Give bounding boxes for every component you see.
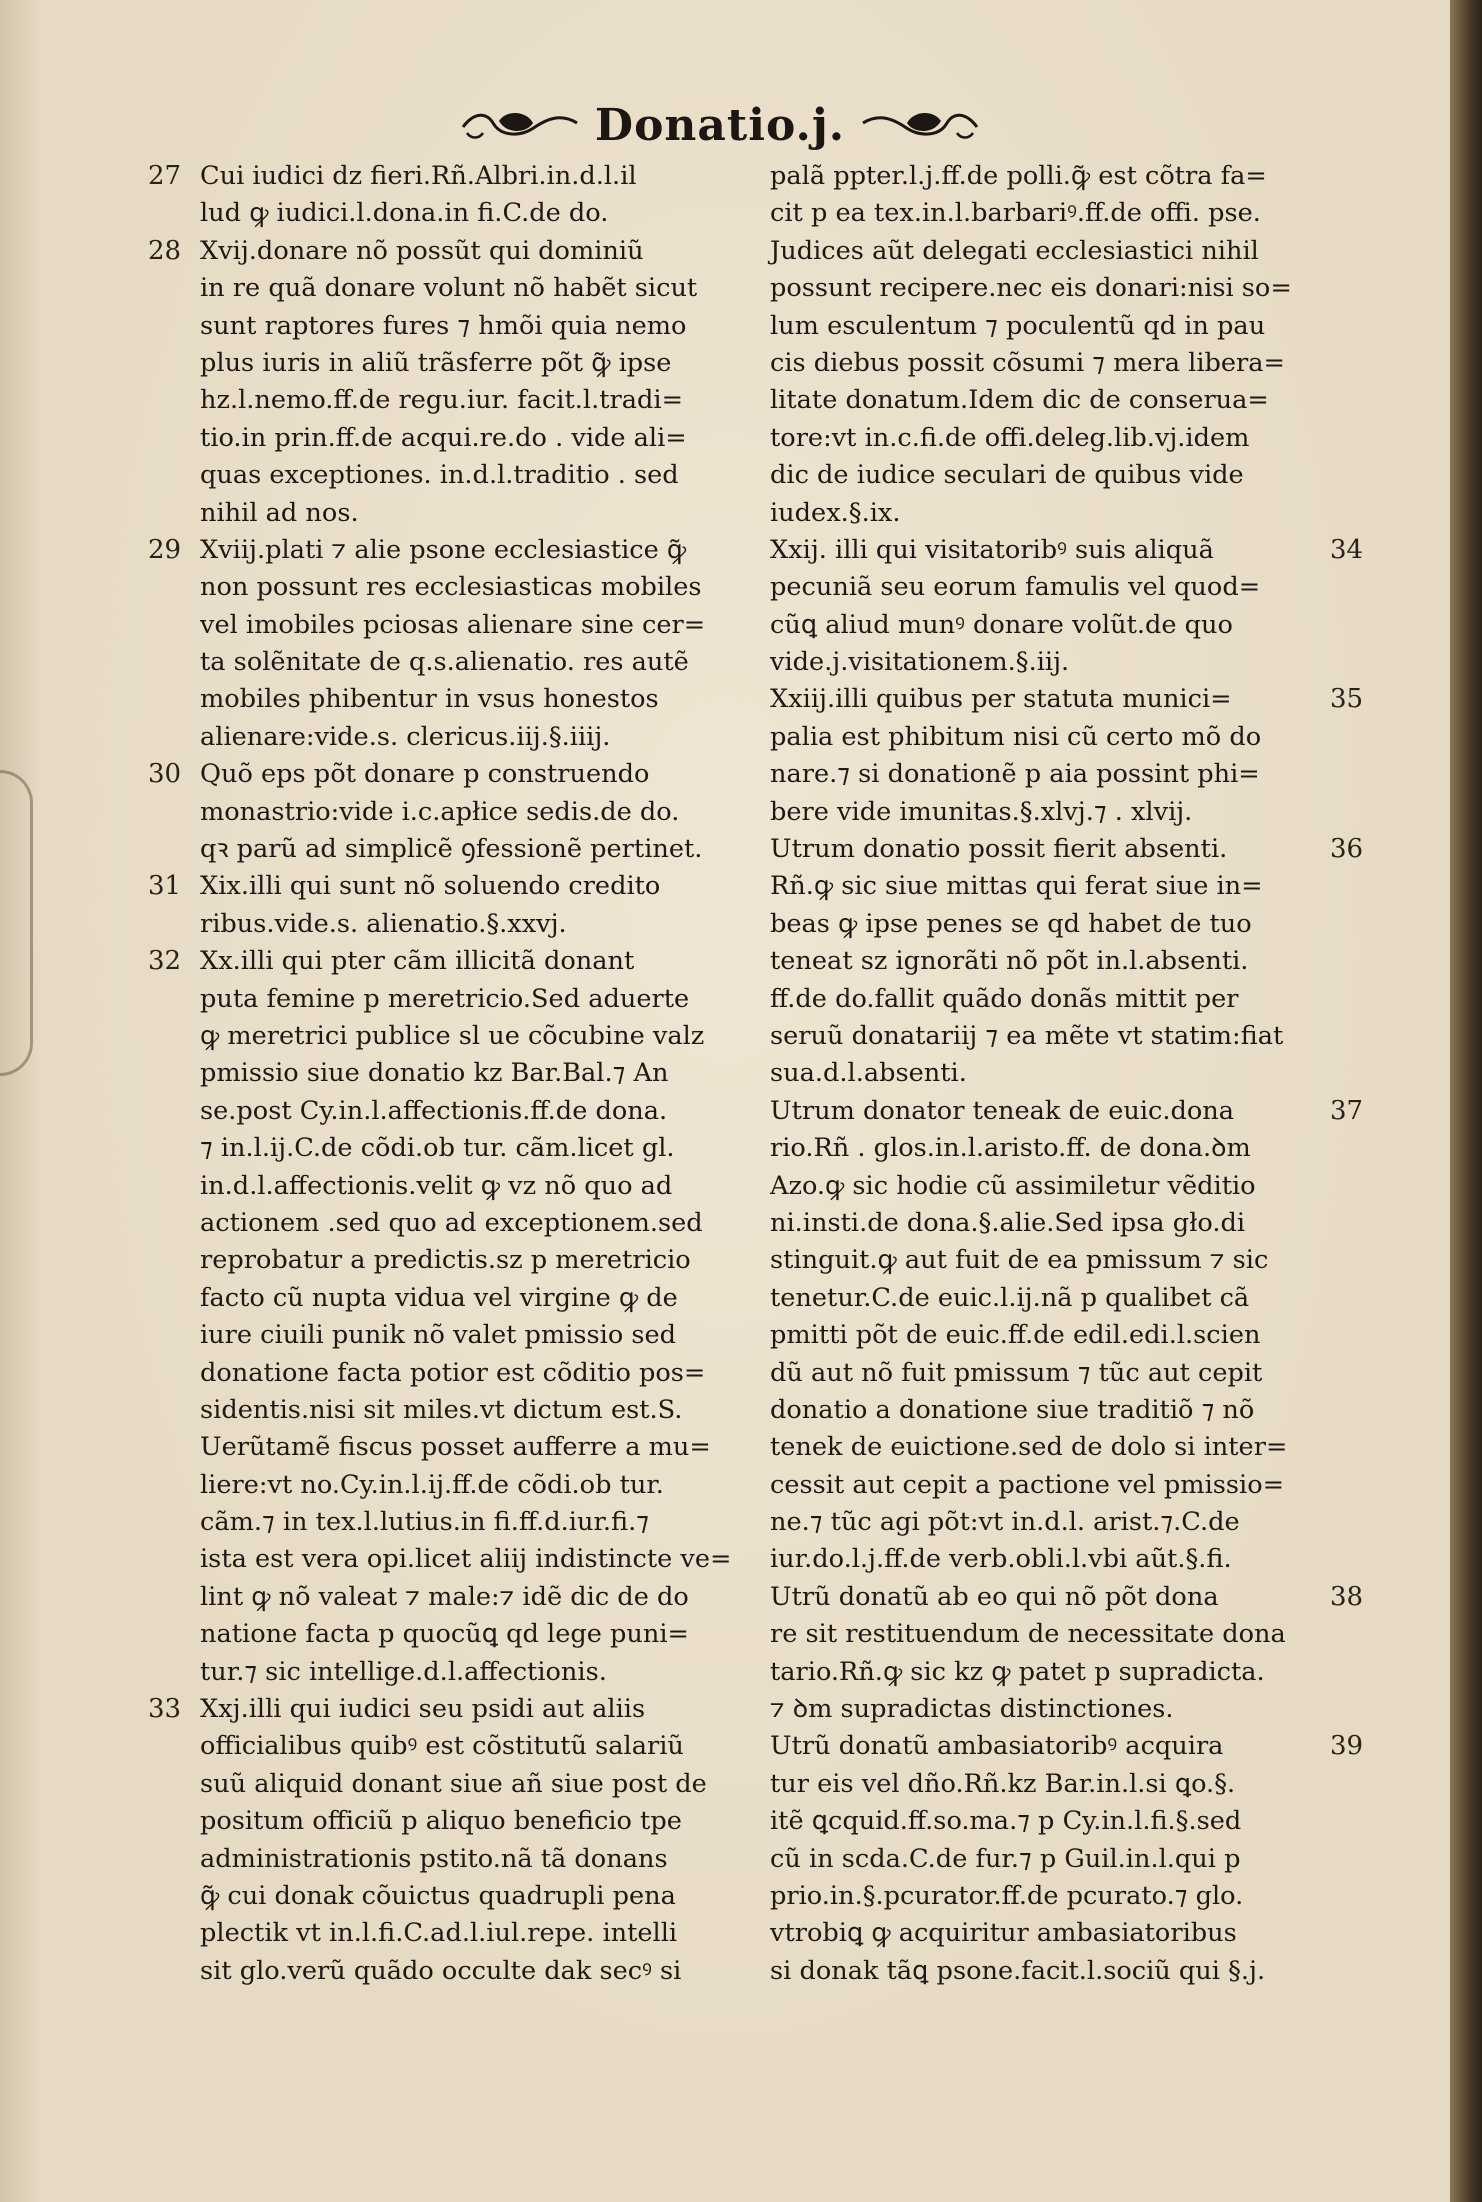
text-line (200, 495, 760, 532)
line-text: ꝙ meretrici publice sl ue cõcubine valz (200, 1020, 705, 1051)
text-line (148, 233, 760, 270)
line-text: Utrum donatio possit fierit absenti. (770, 834, 1228, 865)
text-line (770, 495, 1330, 532)
entry-number: 29 (148, 534, 182, 565)
line-text: litate donatum.Idem dic de conserua= (770, 385, 1269, 416)
text-line (770, 1467, 1330, 1504)
text-line (200, 981, 760, 1018)
text-line (770, 1392, 1330, 1429)
text-line (200, 1242, 760, 1279)
right-column (770, 158, 1364, 1990)
entry-number: 33 (148, 1694, 182, 1725)
entry-number: 39 (1330, 1731, 1364, 1762)
line-text: nihil ad nos. (200, 497, 359, 528)
entry-number: 34 (1330, 534, 1364, 565)
text-line (770, 607, 1330, 644)
text-line (200, 644, 760, 681)
line-text: dic de iudice seculari de quibus vide (770, 460, 1244, 491)
line-text: cis diebus possit cõsumi ⁊ mera libera= (770, 347, 1285, 378)
page-clip-mark (0, 770, 33, 1076)
text-line (200, 1093, 760, 1130)
text-line (770, 719, 1330, 756)
text-line (770, 233, 1330, 270)
text-line (200, 1355, 760, 1392)
text-line (770, 1616, 1330, 1653)
line-text: cũ in scda.C.de fur.⁊ p Guil.in.l.qui p (770, 1843, 1241, 1874)
text-line (200, 831, 760, 868)
line-text: ne.⁊ tũc agi põt:vt in.d.l. arist.⁊.C.de (770, 1507, 1240, 1538)
text-line (200, 382, 760, 419)
text-line (770, 1691, 1330, 1728)
line-text: beas ꝙ ipse penes se qd habet de tuo (770, 908, 1252, 939)
text-line (200, 1168, 760, 1205)
line-text: tenetur.C.de euic.l.ij.nã p qualibet cã (770, 1282, 1250, 1313)
text-line (148, 868, 760, 905)
line-text: plus iuris in aliũ trãsferre põt ꝙ̃ ipse (200, 347, 672, 378)
line-text: monastrio:vide i.c.apłice sedis.de do. (200, 796, 680, 827)
text-line (770, 943, 1330, 980)
text-line (200, 1803, 760, 1840)
line-text: tio.in prin.ff.de acqui.re.do . vide ali= (200, 422, 687, 453)
line-text: puta femine p meretricio.Sed aduerte (200, 983, 690, 1014)
text-line (200, 420, 760, 457)
text-line (200, 1579, 760, 1616)
line-text: rio.Rñ . glos.in.l.aristo.ff. de dona.ꝺm (770, 1133, 1251, 1164)
line-text: Xxiij.illi quibus per statuta munici= (770, 684, 1232, 715)
text-line (770, 1654, 1330, 1691)
line-text: qꝛ parũ ad simplicẽ ꝯfessionẽ pertinet. (200, 834, 703, 865)
text-line (770, 1878, 1330, 1915)
entry-number: 38 (1330, 1581, 1364, 1612)
line-text: Xix.illi qui sunt nõ soluendo credito (200, 871, 661, 902)
line-text: ⁊ in.l.ij.C.de cõdi.ob tur. cãm.licet gl. (200, 1133, 675, 1164)
text-line (770, 270, 1330, 307)
line-text: plectik vt in.l.fi.C.ad.l.iul.repe. intelli (200, 1918, 678, 1949)
line-text: Xx.illi qui pter cãm illicitã donant (200, 946, 635, 977)
text-line (770, 1168, 1330, 1205)
line-text: Uerũtamẽ fiscus posset aufferre a mu= (200, 1432, 711, 1463)
line-text: pmitti põt de euic.ff.de edil.edi.l.scien (770, 1320, 1261, 1351)
line-text: suũ aliquid donant siue añ siue post de (200, 1768, 707, 1799)
text-line (770, 1953, 1330, 1990)
line-text: tur.⁊ sic intellige.d.l.affectionis. (200, 1656, 607, 1687)
entry-number: 28 (148, 235, 182, 266)
line-text: ribus.vide.s. alienatio.§.xxvj. (200, 908, 567, 939)
text-line (770, 831, 1364, 868)
text-line (770, 981, 1330, 1018)
line-text: palia est phibitum nisi cũ certo mõ do (770, 721, 1262, 752)
line-text: in re quã donare volunt nõ habẽt sicut (200, 273, 698, 304)
line-text: Xviij.plati ⁊ alie psone ecclesiastice ꝙ̃ (200, 534, 687, 565)
text-line (200, 1728, 760, 1765)
line-text: ꝙ̃ cui donak cõuictus quadrupli pena (200, 1880, 676, 1911)
text-line (770, 1504, 1330, 1541)
line-text: officialibus quibꝰ est cõstitutũ salariũ (200, 1731, 684, 1762)
line-text: sua.d.l.absenti. (770, 1058, 967, 1089)
line-text: quas exceptiones. in.d.l.traditio . sed (200, 460, 679, 491)
line-text: si donak tãꝗ psone.facit.l.sociũ qui §.j. (770, 1955, 1266, 1986)
text-line (770, 569, 1330, 606)
text-line (770, 1579, 1364, 1616)
line-text: Xxj.illi qui iudici seu psidi aut aliis (200, 1694, 646, 1725)
text-line (770, 681, 1364, 718)
line-text: se.post Cy.in.l.affectionis.ff.de dona. (200, 1095, 668, 1126)
line-text: tenek de euictione.sed de dolo si inter= (770, 1432, 1288, 1463)
text-line (200, 1766, 760, 1803)
text-line (770, 1915, 1330, 1952)
line-text: alienare:vide.s. clericus.iij.§.iiij. (200, 721, 611, 752)
text-line (770, 1317, 1330, 1354)
line-text: re sit restituendum de necessitate dona (770, 1619, 1286, 1650)
text-line (770, 1242, 1330, 1279)
line-text: Rñ.ꝙ sic siue mittas qui ferat siue in= (770, 871, 1263, 902)
line-text: stinguit.ꝙ aut fuit de ea pmissum ⁊ sic (770, 1245, 1269, 1276)
line-text: sit glo.verũ quãdo occulte dak secꝰ si (200, 1955, 682, 1986)
text-line (770, 1280, 1330, 1317)
line-text: iudex.§.ix. (770, 497, 901, 528)
text-line (770, 1130, 1330, 1167)
text-line (148, 943, 760, 980)
text-line (148, 1691, 760, 1728)
line-text: donatio a donatione siue traditiõ ⁊ nõ (770, 1394, 1255, 1425)
text-line (148, 532, 760, 569)
text-line (200, 1317, 760, 1354)
left-column (148, 158, 760, 1990)
entry-number: 30 (148, 759, 182, 790)
line-text: liere:vt no.Cy.in.l.ij.ff.de cõdi.ob tur. (200, 1469, 664, 1500)
line-text: vide.j.visitationem.§.iij. (770, 647, 1070, 678)
line-text: ista est vera opi.licet aliij indistincte ve= (200, 1544, 732, 1575)
text-line (200, 1018, 760, 1055)
line-text: pecuniã seu eorum famulis vel quod= (770, 572, 1261, 603)
text-line (770, 420, 1330, 457)
line-text: Azo.ꝙ sic hodie cũ assimiletur vẽditio (770, 1170, 1256, 1201)
text-line (770, 1093, 1364, 1130)
text-line (200, 1915, 760, 1952)
text-line (770, 906, 1330, 943)
line-text: mobiles phibentur in vsus honestos (200, 684, 659, 715)
line-text: administrationis pstito.nã tã donans (200, 1843, 668, 1874)
line-text: lint ꝙ nõ valeat ⁊ male:⁊ idẽ dic de do (200, 1581, 689, 1612)
left-ornament-icon (461, 103, 581, 147)
line-text: Cui iudici dz fieri.Rñ.Albri.in.d.l.il (200, 161, 637, 191)
line-text: bere vide imunitas.§.xlvj.⁊ . xlvij. (770, 796, 1193, 827)
line-text: palã ppter.l.j.ff.de polli.ꝙ̃ est cõtra fa= (770, 161, 1267, 191)
text-line (770, 644, 1330, 681)
line-text: pmissio siue donatio kz Bar.Bal.⁊ An (200, 1058, 669, 1089)
line-text: non possunt res ecclesiasticas mobiles (200, 572, 702, 603)
text-line (770, 868, 1330, 905)
text-line (200, 1504, 760, 1541)
entry-number: 36 (1330, 834, 1364, 865)
text-line (200, 1541, 760, 1578)
entry-number: 27 (148, 161, 182, 191)
line-text: natione facta p quocũꝗ qd lege puni= (200, 1619, 690, 1650)
line-text: tur eis vel dño.Rñ.kz Bar.in.l.si ꝗo.§. (770, 1768, 1236, 1799)
line-text: nare.⁊ si donationẽ p aia possint phi= (770, 759, 1260, 790)
line-text: reprobatur a predictis.sz p meretricio (200, 1245, 691, 1276)
entry-number: 35 (1330, 684, 1364, 715)
text-line (200, 270, 760, 307)
text-line (770, 756, 1330, 793)
line-text: possunt recipere.nec eis donari:nisi so= (770, 273, 1292, 304)
text-line (200, 906, 760, 943)
page-header (460, 90, 980, 160)
line-text: vtrobiꝗ ꝙ acquiritur ambasiatoribus (770, 1918, 1237, 1949)
text-line (148, 158, 760, 195)
entry-number: 32 (148, 946, 182, 977)
text-line (770, 1728, 1364, 1765)
text-line (200, 195, 760, 232)
text-line (200, 1429, 760, 1466)
line-text: Quõ eps põt donare p construendo (200, 759, 650, 790)
line-text: sidentis.nisi sit miles.vt dictum est.S. (200, 1394, 683, 1425)
line-text: dũ aut nõ fuit pmissum ⁊ tũc aut cepit (770, 1357, 1263, 1388)
text-line (200, 1280, 760, 1317)
text-line (200, 719, 760, 756)
line-text: hz.l.nemo.ff.de regu.iur. facit.l.tradi= (200, 385, 684, 416)
line-text: cit p ea tex.in.l.barbariꝰ.ff.de offi. pse. (770, 198, 1261, 229)
entry-number: 31 (148, 871, 182, 902)
text-line (770, 345, 1330, 382)
line-text: cãm.⁊ in tex.l.lutius.in fi.ff.d.iur.fi.⁊ (200, 1507, 649, 1538)
line-text: ta solẽnitate de q.s.alienatio. res autẽ (200, 647, 689, 678)
line-text: teneat sz ignorãti nõ põt in.l.absenti. (770, 946, 1249, 977)
text-line (200, 1467, 760, 1504)
line-text: Judices aũt delegati ecclesiastici nihil (770, 235, 1259, 266)
line-text: cessit aut cepit a pactione vel pmissio= (770, 1469, 1285, 1500)
text-line (770, 1055, 1330, 1092)
text-line (200, 1616, 760, 1653)
text-line (200, 1130, 760, 1167)
text-line (200, 1654, 760, 1691)
text-line (148, 756, 760, 793)
line-text: Xxij. illi qui visitatoribꝰ suis aliquã (770, 534, 1214, 565)
text-line (770, 532, 1364, 569)
text-line (770, 457, 1330, 494)
text-line (770, 308, 1330, 345)
text-line (770, 1541, 1330, 1578)
text-line (200, 607, 760, 644)
line-text: lum esculentum ⁊ poculentũ qd in pau (770, 310, 1266, 341)
entry-number: 37 (1330, 1095, 1364, 1126)
text-line (200, 1392, 760, 1429)
line-text: positum officiũ p aliquo beneficio tpe (200, 1806, 682, 1837)
line-text: iure ciuili punik nõ valet pmissio sed (200, 1320, 677, 1351)
text-line (770, 1018, 1330, 1055)
right-ornament-icon (859, 103, 979, 147)
line-text: actionem .sed quo ad exceptionem.sed (200, 1207, 703, 1238)
text-line (200, 794, 760, 831)
text-line (200, 1878, 760, 1915)
line-text: tore:vt in.c.fi.de offi.deleg.lib.vj.idem (770, 422, 1250, 453)
line-text: Xvij.donare nõ possũt qui dominiũ (200, 235, 644, 266)
text-line (200, 345, 760, 382)
text-line (200, 1205, 760, 1242)
line-text: donatione facta potior est cõditio pos= (200, 1357, 706, 1388)
line-text: lud ꝙ iudici.l.dona.in fi.C.de do. (200, 198, 609, 229)
line-text: Utrũ donatũ ab eo qui nõ põt dona (770, 1581, 1219, 1612)
text-line (770, 382, 1330, 419)
line-text: ⁊ ꝺm supradictas distinctiones. (770, 1694, 1174, 1725)
page-title: Donatio.j. (594, 99, 846, 151)
line-text: Utrum donator teneak de euic.dona (770, 1095, 1235, 1126)
line-text: facto cũ nupta vidua vel virgine ꝙ de (200, 1282, 678, 1313)
line-text: itẽ ꝗcquid.ff.so.ma.⁊ p Cy.in.l.fi.§.sed (770, 1806, 1242, 1837)
text-line (770, 1841, 1330, 1878)
text-line (200, 457, 760, 494)
line-text: seruũ donatariij ⁊ ea mẽte vt statim:fiat (770, 1020, 1284, 1051)
line-text: sunt raptores fures ⁊ hmõi quia nemo (200, 310, 687, 341)
line-text: vel imobiles pciosas alienare sine cer= (200, 609, 706, 640)
text-line (200, 681, 760, 718)
text-line (770, 1429, 1330, 1466)
line-text: Utrũ donatũ ambasiatoribꝰ acquira (770, 1731, 1224, 1762)
book-edge (1450, 0, 1482, 2202)
text-line (200, 1841, 760, 1878)
text-line (200, 1953, 760, 1990)
line-text: tario.Rñ.ꝙ sic kz ꝙ patet p supradicta. (770, 1656, 1265, 1687)
text-line (200, 569, 760, 606)
line-text: ff.de do.fallit quãdo donãs mittit per (770, 983, 1239, 1014)
text-line (200, 1055, 760, 1092)
text-line (770, 794, 1330, 831)
text-line (770, 158, 1330, 195)
text-line (770, 1205, 1330, 1242)
text-line (770, 1355, 1330, 1392)
line-text: ni.insti.de dona.§.alie.Sed ipsa gło.di (770, 1207, 1246, 1238)
line-text: cũꝗ aliud munꝰ donare volũt.de quo (770, 609, 1233, 640)
line-text: in.d.l.affectionis.velit ꝙ vz nõ quo ad (200, 1170, 673, 1201)
text-line (200, 308, 760, 345)
text-line (770, 1766, 1330, 1803)
line-text: prio.in.§.pcurator.ff.de pcurato.⁊ glo. (770, 1880, 1244, 1911)
line-text: iur.do.l.j.ff.de verb.obli.l.vbi aũt.§.fi. (770, 1544, 1232, 1575)
text-line (770, 1803, 1330, 1840)
text-line (770, 195, 1330, 232)
